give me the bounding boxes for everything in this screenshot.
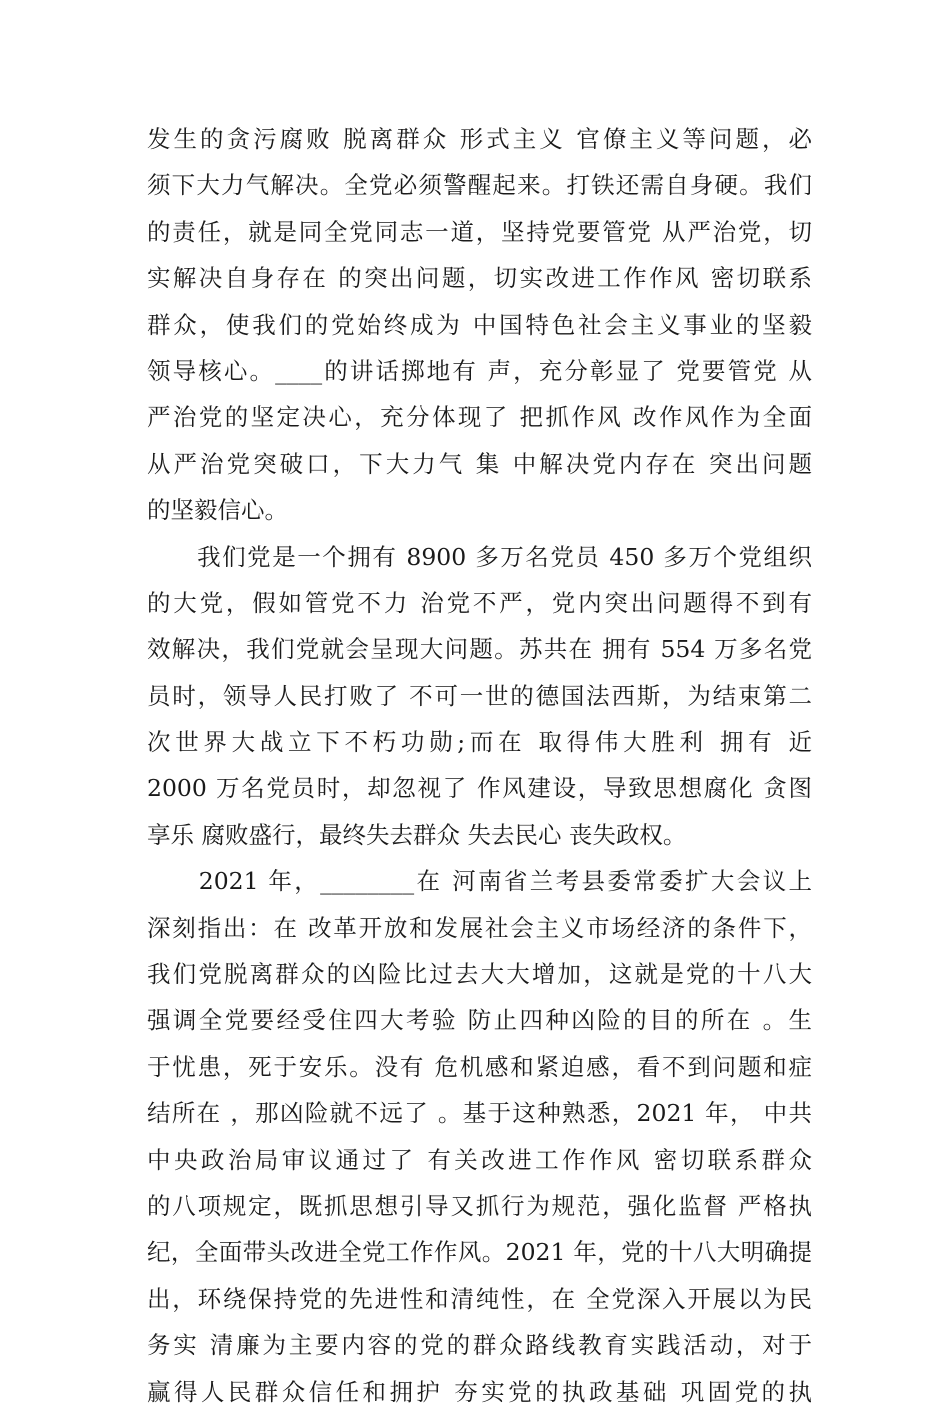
text-line: 出，环绕保持党的先进性和清纯性，在 全党深入开展以为民 — [147, 1284, 812, 1313]
text-line: 结所在 ，那凶险就不远了 。基于这种熟悉，2021 年， 中共 — [147, 1099, 812, 1128]
text-line: 严治党的坚定决心，充分体现了 把抓作风 改作风作为全面 — [147, 403, 812, 432]
paragraph-end-line: 的坚毅信心。 — [147, 496, 288, 525]
text-line: 我们党是一个拥有 8900 多万名党员 450 多万个党组织 — [147, 542, 812, 571]
text-line: 从严治党突破口，下大力气 集 中解决党内存在 突出问题 — [147, 449, 812, 478]
text-line: 须下大力气解决。全党必须警醒起来。打铁还需自身硬。我们 — [147, 171, 812, 200]
text-line: 深刻指出：在 改革开放和发展社会主义市场经济的条件下， — [147, 913, 812, 942]
text-line: 实解决自身存在 的突出问题，切实改进工作作风 密切联系 — [147, 264, 812, 293]
text-line: 领导核心。____的讲话掷地有 声，充分彰显了 党要管党 从 — [147, 356, 812, 385]
text-line: 2000 万名党员时，却忽视了 作风建设，导致思想腐化 贪图 — [147, 774, 812, 803]
text-line: 于忧患，死于安乐。没有 危机感和紧迫感，看不到问题和症 — [147, 1052, 812, 1081]
text-line: 中央政治局审议通过了 有关改进工作作风 密切联系群众 — [147, 1145, 812, 1174]
text-line: 的责任，就是同全党同志一道，坚持党要管党 从严治党，切 — [147, 217, 812, 246]
text-line: 纪，全面带头改进全党工作作风。2021 年，党的十八大明确提 — [147, 1238, 812, 1267]
body-text — [147, 116, 812, 1415]
text-line: 次世界大战立下不朽功勋;而在 取得伟大胜利 拥有 近 — [147, 728, 812, 757]
text-line: 务实 清廉为主要内容的党的群众路线教育实践活动，对于 — [147, 1331, 812, 1360]
text-line: 群众，使我们的党始终成为 中国特色社会主义事业的坚毅 — [147, 310, 812, 339]
text-line: 的大党，假如管党不力 治党不严，党内突出问题得不到有 — [147, 588, 812, 617]
text-line: 赢得人民群众信任和拥护 夯实党的执政基础 巩固党的执 — [147, 1377, 812, 1406]
text-line: 我们党脱离群众的凶险比过去大大增加，这就是党的十八大 — [147, 960, 812, 989]
text-line: 发生的贪污腐败 脱离群众 形式主义 官僚主义等问题，必 — [147, 125, 812, 153]
text-line: 的八项规定，既抓思想引导又抓行为规范，强化监督 严格执 — [147, 1191, 812, 1220]
text-line: 效解决，我们党就会呈现大问题。苏共在 拥有 554 万多名党 — [147, 635, 812, 664]
paragraph-end-line: 享乐 腐败盛行，最终失去群众 失去民心 丧失政权。 — [147, 820, 687, 849]
text-line: 员时，领导人民打败了 不可一世的德国法西斯，为结束第二 — [147, 681, 812, 710]
text-line: 强调全党要经受住四大考验 防止四种凶险的目的所在 。生 — [147, 1006, 812, 1035]
text-line: 2021 年，________在 河南省兰考县委常委扩大会议上 — [147, 867, 812, 896]
